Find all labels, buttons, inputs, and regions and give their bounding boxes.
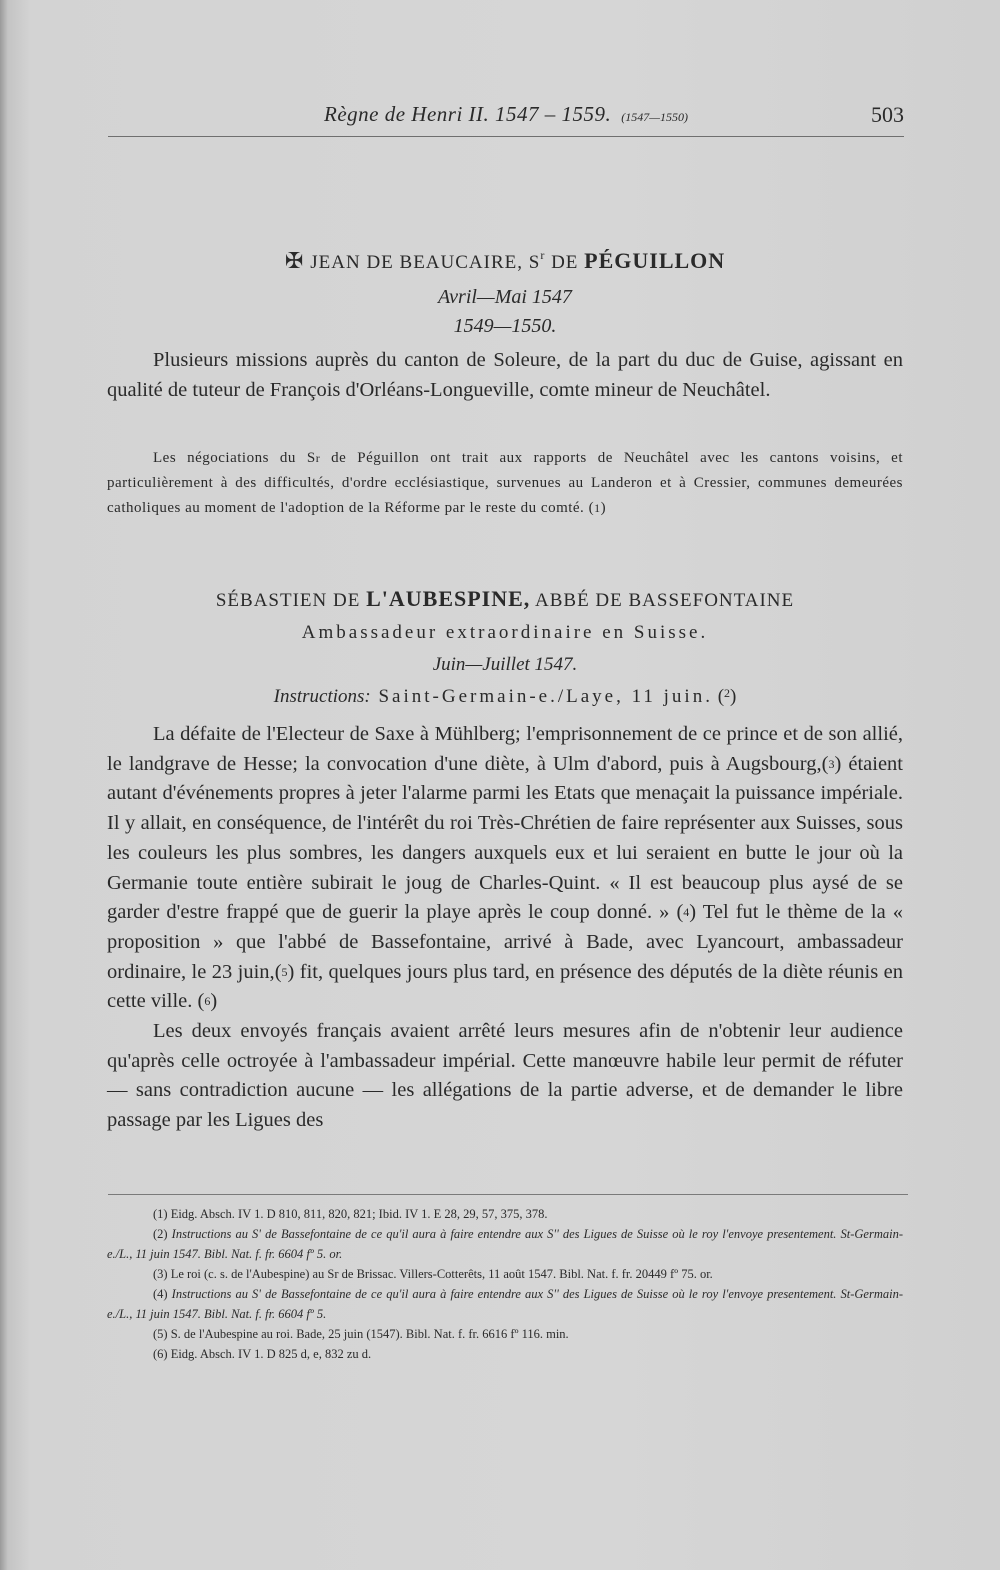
instructions-label: Instructions: [273, 686, 371, 707]
note-sup: r [315, 451, 321, 465]
page-number: 503 [871, 102, 904, 127]
footnotes [107, 1204, 903, 1364]
heading-name-post: ABBÉ DE BASSEFONTAINE [530, 590, 795, 611]
section-date: Juin—Juillet 1547. [432, 654, 578, 675]
footnote-separator [108, 1194, 908, 1195]
heading-name: JEAN DE BEAUCAIRE, S [310, 252, 541, 273]
body-paragraph-2: Les deux envoyés français avaient arrêté leurs mesures afin de n'obtenir leur audience qu'après celle octroyée à l'ambassadeur impérial. Cette manœuvre habile leur permit de réfuter — sans contradiction aucune — les allégations de la partie adverse, et de demander le libre passage par les Ligues des [107, 1020, 903, 1132]
footnote-num: (2) [153, 1227, 168, 1241]
p1-a: La défaite de l'Electeur de Saxe à Mühlberg; l'emprisonnement de ce prince et de son allié, le landgrave de Hesse; la convocation d'une diète, à Ulm d'abord, puis à Augsbourg, [107, 723, 903, 775]
footnote-num: (3) [153, 1267, 168, 1281]
heading-name-pre: SÉBASTIEN DE [215, 590, 367, 611]
footnote-text: Instructions au S' de Bassefontaine de ce qu'il aura à faire entendre aux S'' des Ligues de Suisse où le roy l'envoye presentement. St-Germain-e./L., 11 juin 1547. Bibl. Nat. f. fr. 6604 fº 5. [107, 1287, 903, 1321]
section-summary [107, 346, 903, 405]
footnote-text: Eidg. Absch. IV 1. D 825 d, e, 832 zu d. [170, 1347, 372, 1361]
footnote-num: (5) [153, 1327, 168, 1341]
footnote-ref: 5 [281, 964, 288, 979]
p1-d: fit, quelques jours plus tard, en présence des députés de la diète réunis en cette ville. [107, 960, 903, 1013]
cross-icon: ✠ [284, 248, 305, 273]
footnote-ref: 1 [594, 501, 601, 515]
footnote-ref: 6 [204, 994, 211, 1009]
section-date-2: 1549—1550. [453, 315, 557, 337]
page-header [108, 100, 904, 137]
footnote-text: Le roi (c. s. de l'Aubespine) au Sr de Brissac. Villers-Cotterêts, 11 août 1547. Bibl. Nat. f. fr. 20449 fº 75. or. [170, 1267, 713, 1281]
section-heading-aubespine [107, 586, 903, 612]
p1-c: Tel fut le thème de la « proposition » que l'abbé de Bassefontaine, arrivé à Bade, avec Lyancourt, ambassadeur ordinaire, le 23 juin, [107, 901, 904, 983]
footnote-num: (4) [153, 1287, 168, 1301]
p1-b: étaient autant d'événements propres à jeter l'alarme parmi les Etats que menaçait la puissance impériale. Il y allait, en conséquence, de l'intérêt du roi Très-Chrétien de faire représenter aux Suisses, sous les couleurs les plus sombres, les dangers auxquels eux et lui seraient en butte le jour où la Germanie toute entière subirait le joug de Charles-Quint. « Il est beaucoup plus aysé de se garder d'estre frappé que de guerir la playe après le coup donné. » [107, 752, 903, 924]
footnote-num: (1) [153, 1207, 168, 1221]
footnote-text: S. de l'Aubespine au roi. Bade, 25 juin (1547). Bibl. Nat. f. fr. 6616 fº 116. min. [170, 1327, 569, 1341]
section-note [107, 446, 903, 521]
footnote-1 [107, 1204, 903, 1224]
heading-de: DE [545, 252, 585, 273]
heading-surname: PÉGUILLON [584, 248, 726, 273]
running-title [108, 102, 904, 127]
footnote-num: (6) [153, 1347, 168, 1361]
section-role: Ambassadeur extraordinaire en Suisse. [301, 622, 709, 643]
footnote-text: Eidg. Absch. IV 1. D 810, 811, 820, 821; Ibid. IV 1. E 28, 29, 57, 375, 378. [170, 1207, 548, 1221]
footnote-4 [107, 1284, 903, 1324]
footnote-5 [107, 1324, 903, 1344]
footnote-ref: 3 [828, 756, 835, 771]
section-body [107, 720, 903, 1136]
footnote-ref: 2 [724, 686, 731, 700]
body-paragraph-1: La défaite de l'Electeur de Saxe à Mühlberg; l'emprisonnement de ce prince et de son allié, le landgrave de Hesse; la convocation d'une diète, à Ulm d'abord, puis à Augsbourg,($^3$) étaient autant d'événements propres à jeter l'alarme parmi les Etats que menaçait la puissance impériale. Il y allait, en conséquence, de l'intérêt du roi Très-Chrétien de faire représenter aux Suisses, sous les couleurs les plus sombres, les dangers auxquels eux et lui seraient en butte le jour où la Germanie toute entière subirait le joug de Charles-Quint. « Il est beaucoup plus aysé de se garder d'estre frappé que de guerir la playe après le coup donné. » ($^4$) Tel fut le thème de la « proposition » que l'abbé de Bassefontaine, arrivé à Bade, avec Lyancourt, ambassadeur ordinaire, le 23 juin,($^5$) fit, quelques jours plus tard, en présence des députés de la diète réunis en cette ville. ($^6$) [107, 723, 904, 1013]
running-subtitle: (1547—1550) [621, 110, 688, 124]
section-date-1: Avril—Mai 1547 [438, 286, 572, 308]
running-title-text: Règne de Henri II. 1547 – 1559. [324, 102, 612, 126]
summary-text: Plusieurs missions auprès du canton de Soleure, de la part du duc de Guise, agissant en qualité de tuteur de François d'Orléans-Longueville, comte mineur de Neuchâtel. [107, 349, 903, 401]
footnote-text: Instructions au S' de Bassefontaine de ce qu'il aura à faire entendre aux S'' des Ligues de Suisse où le roy l'envoye presentement. St-Germain-e./L., 11 juin 1547. Bibl. Nat. f. fr. 6604 fº 5. or. [107, 1227, 903, 1261]
section-heading-peguillon [107, 248, 903, 274]
instructions-text: Saint-Germain-e./Laye, 11 juin. [370, 686, 713, 707]
instructions-line: Instructions: Saint-Germain-e./Laye, 11 juin. ($^2$) [273, 686, 737, 707]
footnote-3 [107, 1264, 903, 1284]
note-post: de Péguillon ont trait aux rapports de Neuchâtel avec les cantons voisins, et particulièrement à des difficultés, d'ordre ecclésiastique, survenues au Landeron et à Cressier, communes demeurées catholiques au moment de l'adoption de la Réforme par le reste du comté. [107, 450, 903, 516]
footnote-ref: 4 [683, 905, 690, 920]
footnote-6 [107, 1344, 903, 1364]
footnote-2 [107, 1224, 903, 1264]
heading-sup: r [540, 248, 546, 262]
note-paragraph: Les négociations du $S^r$ de Péguillon ont trait aux rapports de Neuchâtel avec les cantons voisins, et particulièrement à des difficultés, d'ordre ecclésiastique, survenues au Landeron et à Cressier, communes demeurées catholiques au moment de l'adoption de la Réforme par le reste du comté. ($^1$) [107, 450, 903, 516]
note-pre: Les négociations du S [153, 450, 316, 466]
heading-surname: L'AUBESPINE, [366, 586, 531, 611]
